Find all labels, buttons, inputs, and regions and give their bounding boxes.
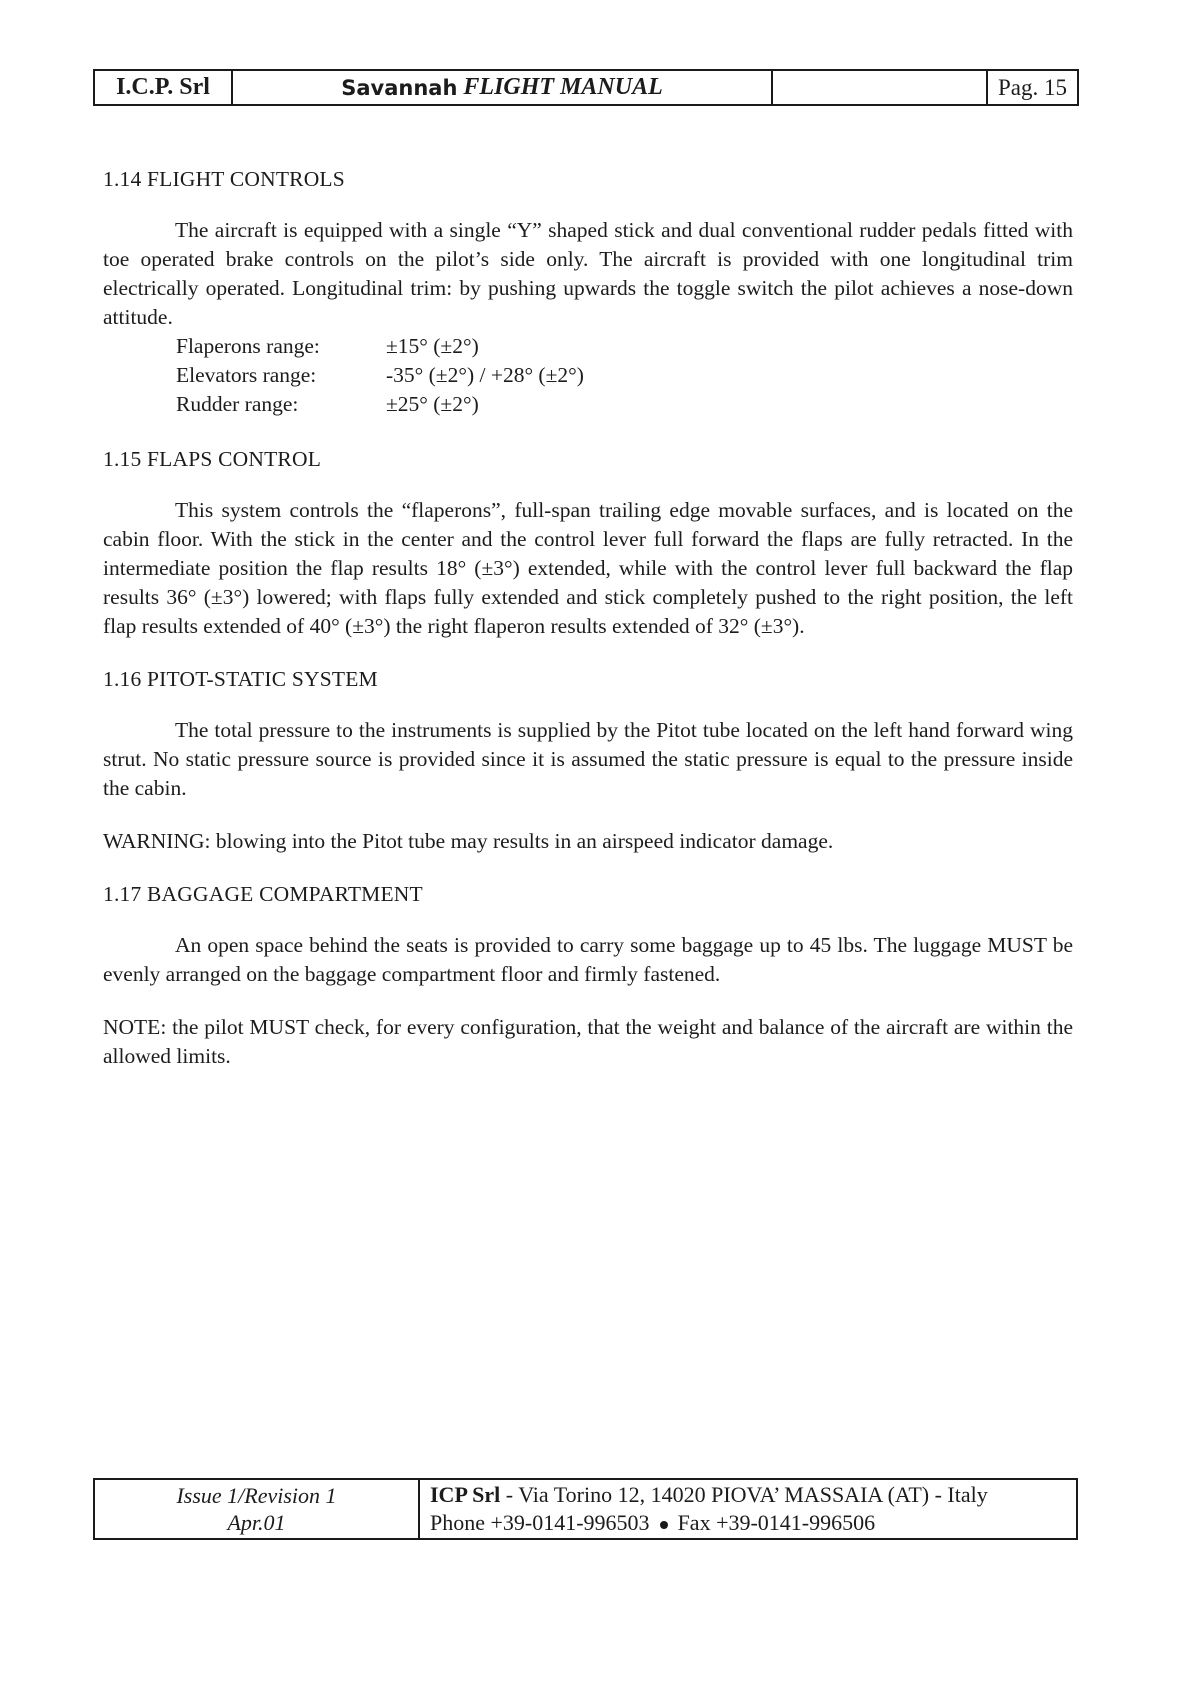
section-title-flight-controls: 1.14 FLIGHT CONTROLS bbox=[103, 167, 345, 191]
footer-address-line bbox=[430, 1481, 1076, 1509]
page-body bbox=[103, 165, 1073, 1071]
footer-issue: Issue 1/Revision 1 bbox=[176, 1483, 337, 1508]
header-brand: Savannah bbox=[341, 75, 458, 100]
header-company: I.C.P. Srl bbox=[95, 71, 233, 104]
ranges-table bbox=[176, 332, 584, 419]
footer-address: - Via Torino 12, 14020 PIOVA’ MASSAIA (AT) - Italy bbox=[500, 1482, 988, 1507]
range-value: ±15° (±2°) bbox=[386, 334, 479, 358]
paragraph-flaps-control: This system controls the “flaperons”, full-span trailing edge movable surfaces, and is located on the cabin floor. With the stick in the center and the control lever full forward the flaps are fully retracted. In the intermediate position the flap results 18° (±3°) extended, while with the control lever full backward the flap results 36° (±3°) lowered; with flaps fully extended and stick completely pushed to the right position, the left flap results extended of 40° (±3°) the right flaperon results extended of 32° (±3°). bbox=[103, 498, 1073, 638]
section-title-baggage: 1.17 BAGGAGE COMPARTMENT bbox=[103, 882, 423, 906]
range-row bbox=[176, 332, 584, 361]
footer-contact-cell bbox=[420, 1480, 1076, 1538]
footer-phone-line bbox=[430, 1509, 1076, 1537]
header-manual-title: FLIGHT MANUAL bbox=[463, 74, 663, 100]
paragraph-pitot-static: The total pressure to the instruments is supplied by the Pitot tube located on the left hand forward wing strut. No static pressure source is provided since it is assumed the static pressure is equal to the pressure inside the cabin. bbox=[103, 718, 1073, 800]
paragraph-flight-controls: The aircraft is equipped with a single “Y” shaped stick and dual conventional rudder pedals fitted with toe operated brake controls on the pilot’s side only. The aircraft is provided with one longitudinal trim electrically operated. Longitudinal trim: by pushing upwards the toggle switch the pilot achieves a nose-down attitude. bbox=[103, 218, 1073, 329]
paragraph-baggage: An open space behind the seats is provided to carry some baggage up to 45 lbs. The luggage MUST be evenly arranged on the baggage compartment floor and firmly fastened. bbox=[103, 933, 1073, 986]
range-value: -35° (±2°) / +28° (±2°) bbox=[386, 363, 584, 387]
range-label: Rudder range: bbox=[176, 392, 299, 416]
range-label: Flaperons range: bbox=[176, 334, 320, 358]
warning-text: WARNING: blowing into the Pitot tube may results in an airspeed indicator damage. bbox=[103, 829, 834, 853]
footer-fax: Fax +39-0141-996506 bbox=[677, 1510, 876, 1535]
header-empty-cell bbox=[773, 71, 988, 104]
header-title bbox=[233, 71, 773, 104]
page-footer bbox=[93, 1478, 1078, 1540]
range-row bbox=[176, 390, 584, 419]
section-title-pitot-static: 1.16 PITOT-STATIC SYSTEM bbox=[103, 667, 378, 691]
bullet-icon bbox=[660, 1521, 668, 1529]
page-header bbox=[93, 69, 1079, 106]
note-text: NOTE: the pilot MUST check, for every configuration, that the weight and balance of the aircraft are within the allowed limits. bbox=[103, 1015, 1073, 1068]
footer-phone: Phone +39-0141-996503 bbox=[430, 1510, 650, 1535]
range-row bbox=[176, 361, 584, 390]
footer-company: ICP Srl bbox=[430, 1482, 501, 1507]
range-label: Elevators range: bbox=[176, 363, 317, 387]
range-value: ±25° (±2°) bbox=[386, 392, 479, 416]
footer-issue-cell bbox=[95, 1480, 420, 1538]
header-page-number: Pag. 15 bbox=[998, 74, 1067, 100]
section-title-flaps-control: 1.15 FLAPS CONTROL bbox=[103, 447, 322, 471]
footer-date: Apr.01 bbox=[227, 1510, 286, 1535]
